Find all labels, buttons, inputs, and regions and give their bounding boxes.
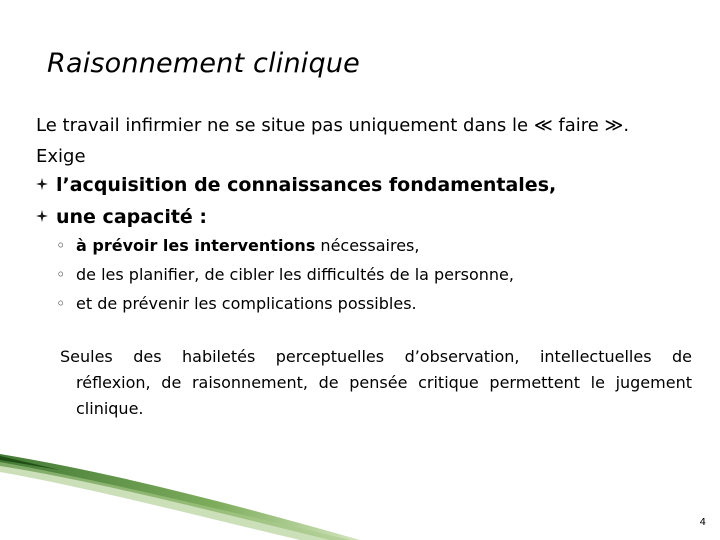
sub-item-text: de les planifier, de cibler les difficultés de la personne, — [76, 265, 514, 284]
paragraph-rest: réflexion, de raisonnement, de pensée critique permettent le jugement clinique. — [76, 373, 692, 418]
sub-item-rest-text: nécessaires, — [315, 236, 420, 255]
page-number: 4 — [699, 517, 706, 528]
four-point-star-bullet-icon — [36, 178, 48, 190]
slide-title: Raisonnement clinique — [47, 48, 360, 79]
circle-bullet-icon: ◦ — [56, 294, 66, 313]
paragraph-first-line: Seules des habiletés perceptuelles d’observation, intellectuelles de — [60, 347, 692, 366]
intro-line-1: Le travail infirmier ne se situe pas uniquement dans le ≪ faire ≫. — [36, 115, 630, 136]
sub-item-bold-text: à prévoir les interventions — [76, 236, 316, 255]
circle-bullet-icon: ◦ — [56, 236, 66, 255]
intro-line-2: Exige — [36, 146, 86, 167]
sub-item-text: et de prévenir les complications possibles. — [76, 294, 417, 313]
circle-bullet-icon: ◦ — [56, 265, 66, 284]
four-point-star-bullet-icon — [36, 210, 48, 222]
conclusion-paragraph — [60, 344, 692, 422]
bullet-text: l’acquisition de connaissances fondamentales, — [56, 174, 557, 196]
sub-item-text — [76, 236, 419, 255]
intro-text — [36, 110, 629, 172]
decorative-swoosh — [0, 440, 720, 540]
bullet-text: une capacité : — [56, 206, 208, 228]
